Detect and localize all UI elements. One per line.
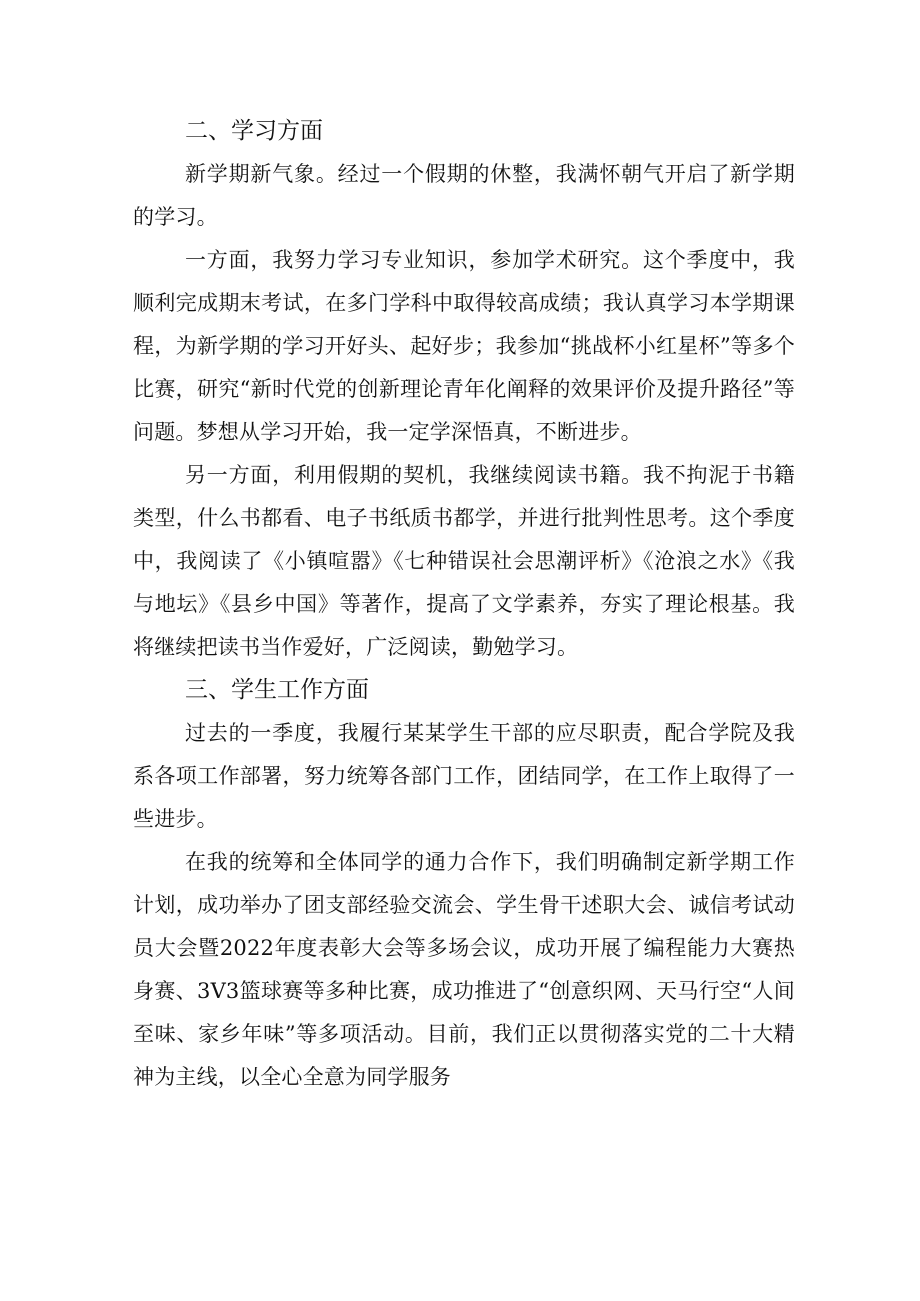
paragraph: 新学期新气象。经过一个假期的休整，我满怀朝气开启了新学期的学习。	[133, 162, 795, 229]
paragraph: 过去的一季度，我履行某某学生干部的应尽职责，配合学院及我系各项工作部署，努力统筹各部门工作，团结同学，在工作上取得了一些进步。	[133, 721, 795, 831]
section-heading-study: 二、学习方面	[185, 118, 323, 144]
section-heading-student-work: 三、学生工作方面	[185, 677, 369, 703]
paragraph: 另一方面，利用假期的契机，我继续阅读书籍。我不拘泥于书籍类型，什么书都看、电子书纸质书都学，并进行批判性思考。这个季度中，我阅读了《小镇喧嚣》《七种错误社会思潮评析》《沧浪之水》《我与地坛》《县乡中国》等著作，提高了文学素养，夯实了理论根基。我将继续把读书当作爱好，广泛阅读，勤勉学习。	[133, 463, 795, 659]
document-body	[133, 110, 795, 1099]
paragraph: 在我的统筹和全体同学的通力合作下，我们明确制定新学期工作计划，成功举办了团支部经验交流会、学生骨干述职大会、诚信考试动员大会暨2022年度表彰大会等多场会议，成功开展了编程能力大赛热身赛、3V3篮球赛等多种比赛，成功推进了“创意织网、天马行空“人间至味、家乡年味”等多项活动。目前，我们正以贯彻落实党的二十大精神为主线，以全心全意为同学服务	[133, 850, 795, 1089]
paragraph: 一方面，我努力学习专业知识，参加学术研究。这个季度中，我顺利完成期末考试，在多门学科中取得较高成绩；我认真学习本学期课程，为新学期的学习开好头、起好步；我参加“挑战杯小红星杯”等多个比赛，研究“新时代党的创新理论青年化阐释的效果评价及提升路径”等问题。梦想从学习开始，我一定学深悟真，不断进步。	[133, 248, 795, 444]
